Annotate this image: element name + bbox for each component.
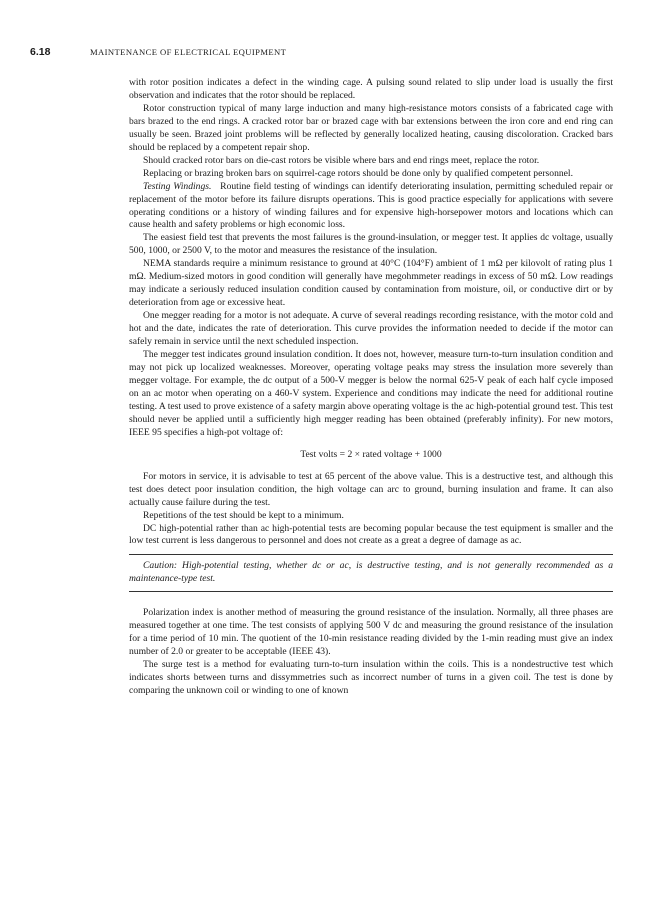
paragraph: The easiest field test that prevents the most failures is the ground-insulation, or megger test. It applies dc voltage, usually 500, 1000, or 2500 V, to the motor and measures the resistance of the insulation. xyxy=(129,232,613,257)
paragraph: Should cracked rotor bars on die-cast rotors be visible where bars and end rings meet, replace the rotor. xyxy=(143,154,540,166)
paragraph: Polarization index is another method of measuring the ground resistance of the insulation. Normally, all three phases are measured together at one time. The test consists of applying 500 V dc and measuring the ground resistance of the insulation for a time period of 10 min. The quotient of the 10-min resistance reading divided by the 1-min reading must give an index number of 2.0 or greater to be acceptable (IEEE 43). xyxy=(129,607,613,658)
running-title: MAINTENANCE OF ELECTRICAL EQUIPMENT xyxy=(90,47,287,57)
section-run-in-heading: Testing Windings. xyxy=(143,180,212,192)
caution-text: Caution: High-potential testing, whether dc or ac, is destructive testing, and is not generally recommended as a maintenance-type test. xyxy=(129,560,613,585)
caution-box xyxy=(129,554,613,592)
paragraph: Repetitions of the test should be kept to a minimum. xyxy=(143,509,344,521)
paragraph: DC high-potential rather than ac high-potential tests are becoming popular because the test equipment is smaller and the low test current is less dangerous to personnel and does not create as a great a degree of damage as ac. xyxy=(129,522,613,547)
paragraph: For motors in service, it is advisable to test at 65 percent of the above value. This is a destructive test, and although this test does detect poor insulation condition, the high voltage can arc to ground, burning insulation and frame. It can also actually cause failure during the test. xyxy=(129,470,613,508)
paragraph: with rotor position indicates a defect in the winding cage. A pulsing sound related to slip under load is usually the first observation and indicates that the rotor should be replaced. xyxy=(129,77,613,101)
page-body xyxy=(129,77,613,698)
formula: Test volts = 2 × rated voltage + 1000 xyxy=(300,448,442,460)
paragraph-text: Routine field testing of windings can identify deteriorating insulation, permitting scheduled repair or replacement of the motor before its failure disrupts operations. This is good practice especially for applications with severe operating conditions or a history of winding failures and for expensive high-horsepower motors and locations which can cause health and safety problems or high economic loss. xyxy=(129,180,613,231)
paragraph: The megger test indicates ground insulation condition. It does not, however, measure turn-to-turn insulation condition and may not pick up localized weaknesses. Moreover, operating voltage peaks may stress the insulation more severely than megger voltage. For example, the dc output of a 500-V megger is below the normal 625-V peak of each half cycle imposed on an ac motor when operating on a 460-V system. Experience and conditions may indicate the need for additional routine testing. A test used to prove existence of a safety margin above operating voltage is the ac high-potential ground test. This test should never be applied until a sufficiently high megger reading has been obtained (preferably infinity). For new motors, IEEE 95 specifies a high-pot voltage of: xyxy=(129,349,613,438)
paragraph: Rotor construction typical of many large induction and many high-resistance motors consists of a fabricated cage with bars brazed to the end rings. A cracked rotor bar or brazed cage with bar extensions between the iron core and end ring can usually be seen. Brazed joint problems will be reflected by generally localized heating, causing discoloration. Cracked bars should be replaced by a competent repair shop. xyxy=(129,102,613,153)
paragraph: NEMA standards require a minimum resistance to ground at 40°C (104°F) ambient of 1 mΩ per kilovolt of rating plus 1 mΩ. Medium-sized motors in good condition will generally have megohmmeter readings in excess of 50 mΩ. Low readings may indicate a seriously reduced insulation condition caused by contamination from moisture, oil, or conductive dirt or by deterioration from age or excessive heat. xyxy=(129,258,613,309)
page-number: 6.18 xyxy=(30,46,51,58)
running-header xyxy=(30,46,630,62)
paragraph-testing-windings xyxy=(129,181,613,233)
paragraph: Replacing or brazing broken bars on squirrel-cage rotors should be done only by qualified competent personnel. xyxy=(143,167,573,179)
paragraph: One megger reading for a motor is not adequate. A curve of several readings recording resistance, with the motor cold and hot and the date, indicates the rate of deterioration. This curve provides the information needed to decide if the motor can safely remain in service until the next scheduled inspection. xyxy=(129,310,613,348)
paragraph: The surge test is a method for evaluating turn-to-turn insulation within the coils. This is a nondestructive test which indicates shorts between turns and dissymmetries such as incorrect number of turns in a given coil. The test is done by comparing the unknown coil or winding to one of known xyxy=(129,659,613,697)
